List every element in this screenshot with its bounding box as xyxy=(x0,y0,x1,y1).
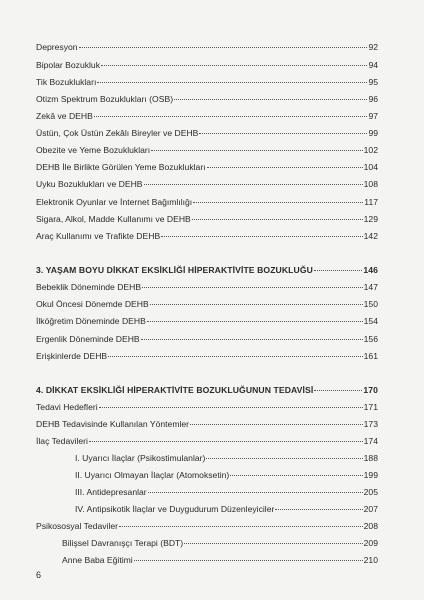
dot-leader xyxy=(150,304,363,305)
toc-entry-label: Okul Öncesi Dönemde DEHB xyxy=(36,299,149,309)
toc-entry-page: 208 xyxy=(363,521,378,531)
dot-leader xyxy=(190,424,363,425)
toc-entry-label: Bipolar Bozukluk xyxy=(36,60,101,70)
dot-leader xyxy=(94,116,368,117)
dot-leader xyxy=(147,321,363,322)
toc-entry-label: III. Antidepresanlar xyxy=(75,487,147,497)
toc-entry-label: Bebeklik Döneminde DEHB xyxy=(36,282,142,292)
toc-entry-label: I. Uyarıcı İlaçlar (Psikostimulanlar) xyxy=(75,453,206,463)
toc-entry xyxy=(36,60,378,71)
dot-leader xyxy=(151,150,362,151)
toc-entry-page: 199 xyxy=(363,470,378,480)
toc-entry-page: 96 xyxy=(368,94,378,104)
toc-entry-label: Bilişsel Davranışçı Terapi (BDT) xyxy=(62,538,184,548)
dot-leader xyxy=(192,219,363,220)
toc-entry-label: Ergenlik Döneminde DEHB xyxy=(36,334,140,344)
toc-entry-label: Psikososyal Tedaviler xyxy=(36,521,118,531)
toc-entry xyxy=(36,42,378,53)
toc-entry-page: 99 xyxy=(368,128,378,138)
dot-leader xyxy=(199,133,367,134)
toc-subentry xyxy=(75,470,378,481)
dot-leader xyxy=(144,184,363,185)
toc-entry xyxy=(36,521,378,532)
toc-entry xyxy=(36,231,378,242)
toc-entry-label: Depresyon xyxy=(36,42,78,52)
toc-subentry xyxy=(75,453,378,464)
toc-entry xyxy=(36,179,378,190)
dot-leader xyxy=(89,441,363,442)
toc-entry xyxy=(36,282,378,293)
dot-leader xyxy=(142,287,363,288)
toc-entry-label: Uyku Bozuklukları ve DEHB xyxy=(36,179,143,189)
toc-entry xyxy=(36,334,378,345)
toc-entry xyxy=(36,214,378,225)
dot-leader xyxy=(230,475,362,476)
toc-entry xyxy=(36,197,378,208)
dot-leader xyxy=(193,202,363,203)
toc-entry-label: Sigara, Alkol, Madde Kullanımı ve DEHB xyxy=(36,214,191,224)
dot-leader xyxy=(148,492,363,493)
toc-entry-page: 102 xyxy=(363,145,378,155)
toc-entry-page: 205 xyxy=(363,487,378,497)
toc-entry xyxy=(36,162,378,173)
toc-entry-page: 92 xyxy=(368,42,378,52)
chapter-heading xyxy=(36,265,378,276)
dot-leader xyxy=(161,236,362,237)
dot-leader xyxy=(174,99,367,100)
toc-entry-page: 207 xyxy=(363,504,378,514)
toc-entry-label: Tedavi Hedefleri xyxy=(36,402,98,412)
toc-entry xyxy=(36,111,378,122)
toc-entry xyxy=(36,419,378,430)
dot-leader xyxy=(207,167,363,168)
toc-entry xyxy=(36,402,378,413)
toc-entry-label: Elektronik Oyunlar ve İnternet Bağımlılığı xyxy=(36,197,193,207)
toc-entry-label: Anne Baba Eğitimi xyxy=(62,555,133,565)
toc-entry-page: 117 xyxy=(364,197,378,207)
chapter-heading xyxy=(36,385,378,396)
toc-entry-page: 104 xyxy=(363,162,378,172)
toc-entry-label: DEHB İle Birlikte Görülen Yeme Bozuklukları xyxy=(36,162,206,172)
toc-entry xyxy=(36,316,378,327)
chapter-heading-page: 170 xyxy=(363,385,378,395)
toc-entry-label: DEHB Tedavisinde Kullanılan Yöntemler xyxy=(36,419,190,429)
dot-leader xyxy=(314,390,362,391)
toc-entry xyxy=(36,351,378,362)
toc-entry xyxy=(36,145,378,156)
dot-leader xyxy=(101,65,367,66)
toc-entry-page: 154 xyxy=(363,316,378,326)
toc-entry-label: Obezite ve Yeme Bozuklukları xyxy=(36,145,151,155)
toc-entry-label: II. Uyarıcı Olmayan İlaçlar (Atomoksetin) xyxy=(75,470,230,480)
dot-leader xyxy=(99,407,363,408)
toc-entry-page: 161 xyxy=(363,351,378,361)
dot-leader xyxy=(79,47,368,48)
toc-entry xyxy=(36,128,378,139)
toc-entry-label: Araç Kullanımı ve Trafikte DEHB xyxy=(36,231,161,241)
dot-leader xyxy=(275,509,362,510)
toc-entry-page: 173 xyxy=(363,419,378,429)
dot-leader xyxy=(119,526,363,527)
toc-subentry xyxy=(62,555,378,566)
toc-entry-page: 97 xyxy=(368,111,378,121)
toc-entry-page: 129 xyxy=(363,214,378,224)
dot-leader xyxy=(97,82,367,83)
toc-entry-page: 188 xyxy=(363,453,378,463)
toc-entry xyxy=(36,77,378,88)
dot-leader xyxy=(141,339,363,340)
toc-entry-label: Tik Bozuklukları xyxy=(36,77,97,87)
chapter-heading-label: 3. YAŞAM BOYU DİKKAT EKSİKLİĞİ HİPERAKTİVİTE BOZUKLUĞU xyxy=(36,265,313,275)
dot-leader xyxy=(108,356,362,357)
toc-entry xyxy=(36,436,378,447)
toc-entry xyxy=(36,299,378,310)
toc-entry-page: 142 xyxy=(363,231,378,241)
dot-leader xyxy=(314,270,362,271)
toc-entry-page: 171 xyxy=(363,402,378,412)
toc-entry-label: İlköğretim Döneminde DEHB xyxy=(36,316,146,326)
toc-entry-page: 147 xyxy=(363,282,378,292)
toc-entry-page: 209 xyxy=(363,538,378,548)
toc-entry-page: 108 xyxy=(363,179,378,189)
toc-entry-label: Üstün, Çok Üstün Zekâlı Bireyler ve DEHB xyxy=(36,128,199,138)
toc-entry-page: 95 xyxy=(368,77,378,87)
toc-entry-label: Zekâ ve DEHB xyxy=(36,111,93,121)
toc-entry-label: İlaç Tedavileri xyxy=(36,436,88,446)
toc-entry xyxy=(36,94,378,105)
toc-entry-page: 150 xyxy=(363,299,378,309)
toc-entry-label: Otizm Spektrum Bozuklukları (OSB) xyxy=(36,94,174,104)
dot-leader xyxy=(206,458,362,459)
dot-leader xyxy=(184,543,363,544)
toc-entry-page: 210 xyxy=(363,555,378,565)
toc-subentry xyxy=(75,487,378,498)
dot-leader xyxy=(134,560,363,561)
toc-entry-label: IV. Antipsikotik İlaçlar ve Duygudurum Düzenleyiciler xyxy=(75,504,275,514)
toc-subentry xyxy=(75,504,378,515)
toc-entry-page: 156 xyxy=(363,334,378,344)
page-number: 6 xyxy=(36,570,42,580)
toc-entry-label: Erişkinlerde DEHB xyxy=(36,351,108,361)
toc-subentry xyxy=(62,538,378,549)
chapter-heading-page: 146 xyxy=(363,265,378,275)
toc-entry-page: 94 xyxy=(368,60,378,70)
toc-entry-page: 174 xyxy=(363,436,378,446)
chapter-heading-label: 4. DİKKAT EKSİKLİĞİ HİPERAKTİVİTE BOZUKLUĞUNUN TEDAVİSİ xyxy=(36,385,314,395)
